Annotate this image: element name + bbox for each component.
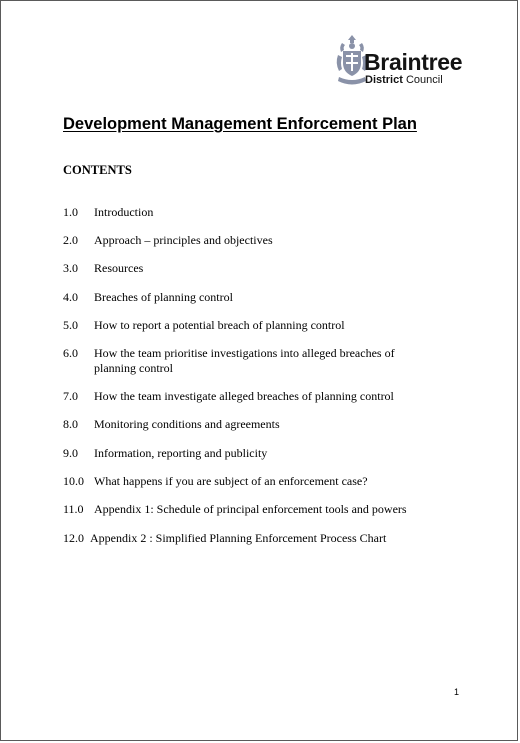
toc-text: Monitoring conditions and agreements — [94, 417, 280, 431]
toc-number: 11.0 — [63, 502, 84, 516]
toc-number: 3.0 — [63, 261, 78, 275]
document-title: Development Management Enforcement Plan — [63, 115, 417, 133]
logo-wordmark: Braintree — [364, 49, 463, 75]
toc-number: 8.0 — [63, 417, 78, 431]
toc-text: Information, reporting and publicity — [94, 446, 268, 460]
toc-number: 12.0 — [63, 531, 84, 545]
toc-text: Approach – principles and objectives — [94, 233, 273, 247]
toc-number: 4.0 — [63, 290, 78, 304]
toc-text: Appendix 1: Schedule of principal enforcement tools and powers — [94, 502, 407, 516]
page-number: 1 — [454, 687, 460, 697]
toc-text: Resources — [94, 261, 144, 275]
logo-subtitle: District Council — [365, 74, 443, 86]
toc-number: 9.0 — [63, 446, 78, 460]
toc-text: Appendix 2 : Simplified Planning Enforcement Process Chart — [90, 531, 387, 545]
toc-text: How the team prioritise investigations into alleged breaches of planning control — [94, 346, 395, 375]
council-logo — [334, 33, 464, 93]
toc-number: 7.0 — [63, 389, 78, 403]
toc-text: How to report a potential breach of planning control — [94, 318, 345, 332]
toc-number: 1.0 — [63, 205, 78, 219]
toc-number: 6.0 — [63, 346, 78, 360]
toc-text: How the team investigate alleged breaches of planning control — [94, 389, 394, 403]
toc-number: 2.0 — [63, 233, 78, 247]
toc-text: Introduction — [94, 205, 154, 219]
contents-heading: CONTENTS — [63, 163, 132, 177]
toc-number: 5.0 — [63, 318, 78, 332]
toc-text: What happens if you are subject of an enforcement case? — [94, 474, 368, 488]
toc-number: 10.0 — [63, 474, 84, 488]
toc-text: Breaches of planning control — [94, 290, 233, 304]
